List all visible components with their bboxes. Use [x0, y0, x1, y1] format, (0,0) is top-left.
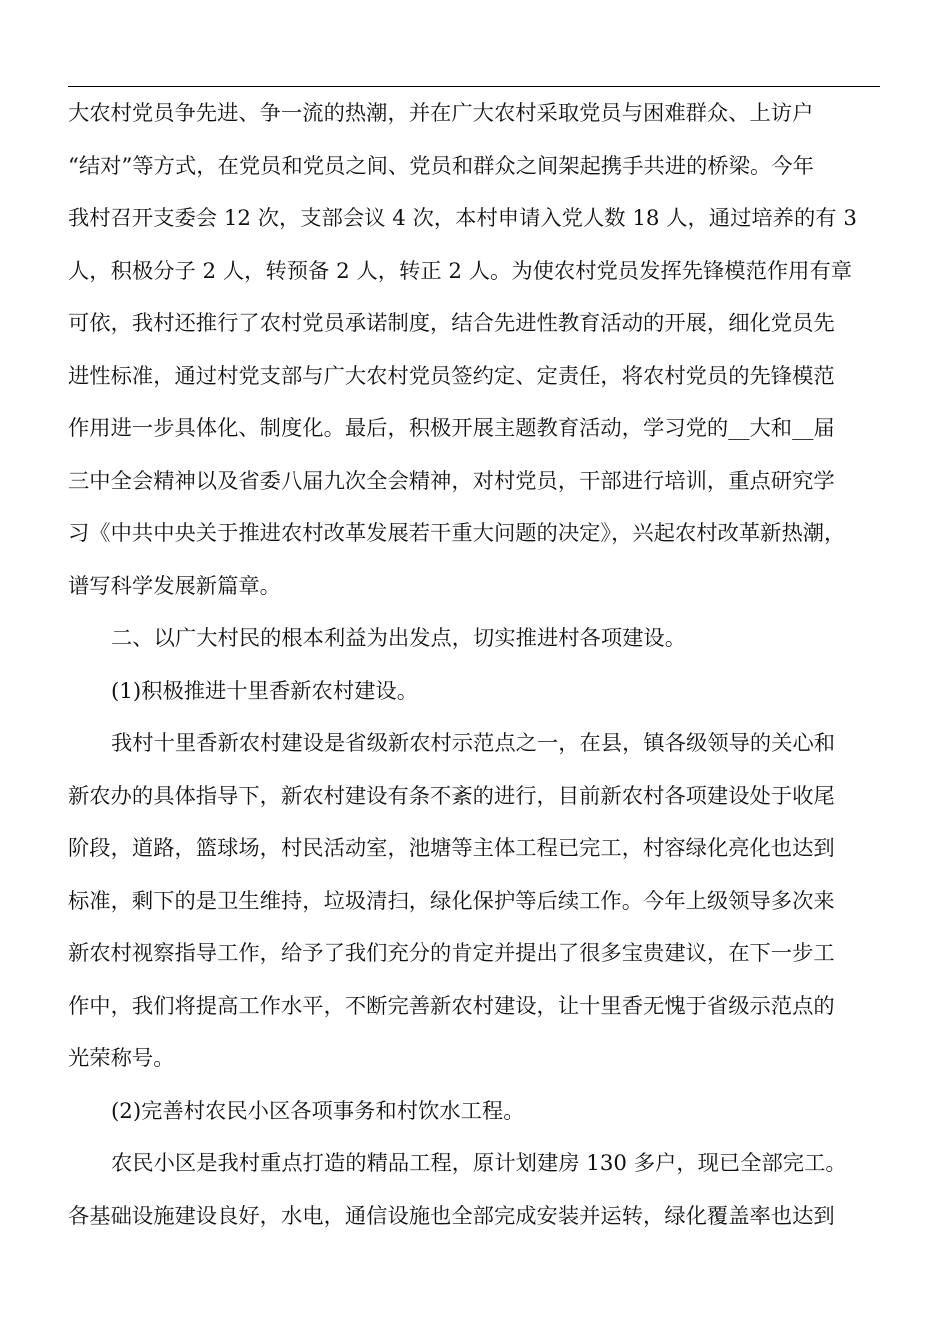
- text-line: 我村召开支委会 12 次，支部会议 4 次，本村申请入党人数 18 人，通过培养的有 3: [68, 206, 857, 231]
- text-line: 习《中共中央关于推进农村改革发展若干重大问题的决定》，兴起农村改革新热潮，: [68, 521, 846, 546]
- text-line: 进性标准，通过村党支部与广大农村党员签约定、定责任，将农村党员的先锋模范: [68, 363, 835, 389]
- document-body: [68, 95, 888, 1250]
- text-line: 新农村视察指导工作，给予了我们充分的肯定并提出了很多宝贵建议，在下一步工: [68, 941, 835, 966]
- text-line: 农民小区是我村重点打造的精品工程，原计划建房 130 多户，现已全部完工。: [111, 1151, 847, 1176]
- text-line: 可依，我村还推行了农村党员承诺制度，结合先进性教育活动的开展，细化党员先: [68, 311, 835, 336]
- text-line: 我村十里香新农村建设是省级新农村示范点之一，在县，镇各级领导的关心和: [111, 731, 836, 756]
- text-line: “结对”等方式，在党员和党员之间、党员和群众之间架起携手共进的桥梁。今年: [68, 153, 814, 179]
- text-line: 阶段，道路，篮球场，村民活动室，池塘等主体工程已完工，村容绿化亮化也达到: [68, 836, 835, 861]
- text-line: 光荣称号。: [68, 1046, 175, 1071]
- text-line: 标准，剩下的是卫生维持，垃圾清扫，绿化保护等后续工作。今年上级领导多次来: [68, 888, 835, 914]
- section-heading: 二、以广大村民的根本利益为出发点，切实推进村各项建设。: [111, 626, 687, 651]
- text-line: 新农办的具体指导下，新农村建设有条不紊的进行，目前新农村各项建设处于收尾: [68, 783, 835, 809]
- subsection-heading: (1)积极推进十里香新农村建设。: [111, 678, 419, 704]
- header-rule: [68, 86, 880, 87]
- text-line: 作用进一步具体化、制度化。最后，积极开展主题教育活动，学习党的__大和__届: [68, 416, 835, 441]
- text-line: 大农村党员争先进、争一流的热潮，并在广大农村采取党员与困难群众、上访户: [68, 101, 814, 126]
- text-line: 谱写科学发展新篇章。: [68, 573, 281, 599]
- text-line: 三中全会精神以及省委八届九次全会精神，对村党员，干部进行培训，重点研究学: [68, 468, 835, 494]
- text-line: 各基础设施建设良好，水电，通信设施也全部完成安装并运转，绿化覆盖率也达到: [68, 1203, 835, 1229]
- subsection-heading: (2)完善村农民小区各项事务和村饮水工程。: [111, 1098, 525, 1124]
- text-line: 人，积极分子 2 人，转预备 2 人，转正 2 人。为使农村党员发挥先锋模范作用有章: [68, 258, 853, 284]
- text-line: 作中，我们将提高工作水平，不断完善新农村建设，让十里香无愧于省级示范点的: [68, 993, 835, 1019]
